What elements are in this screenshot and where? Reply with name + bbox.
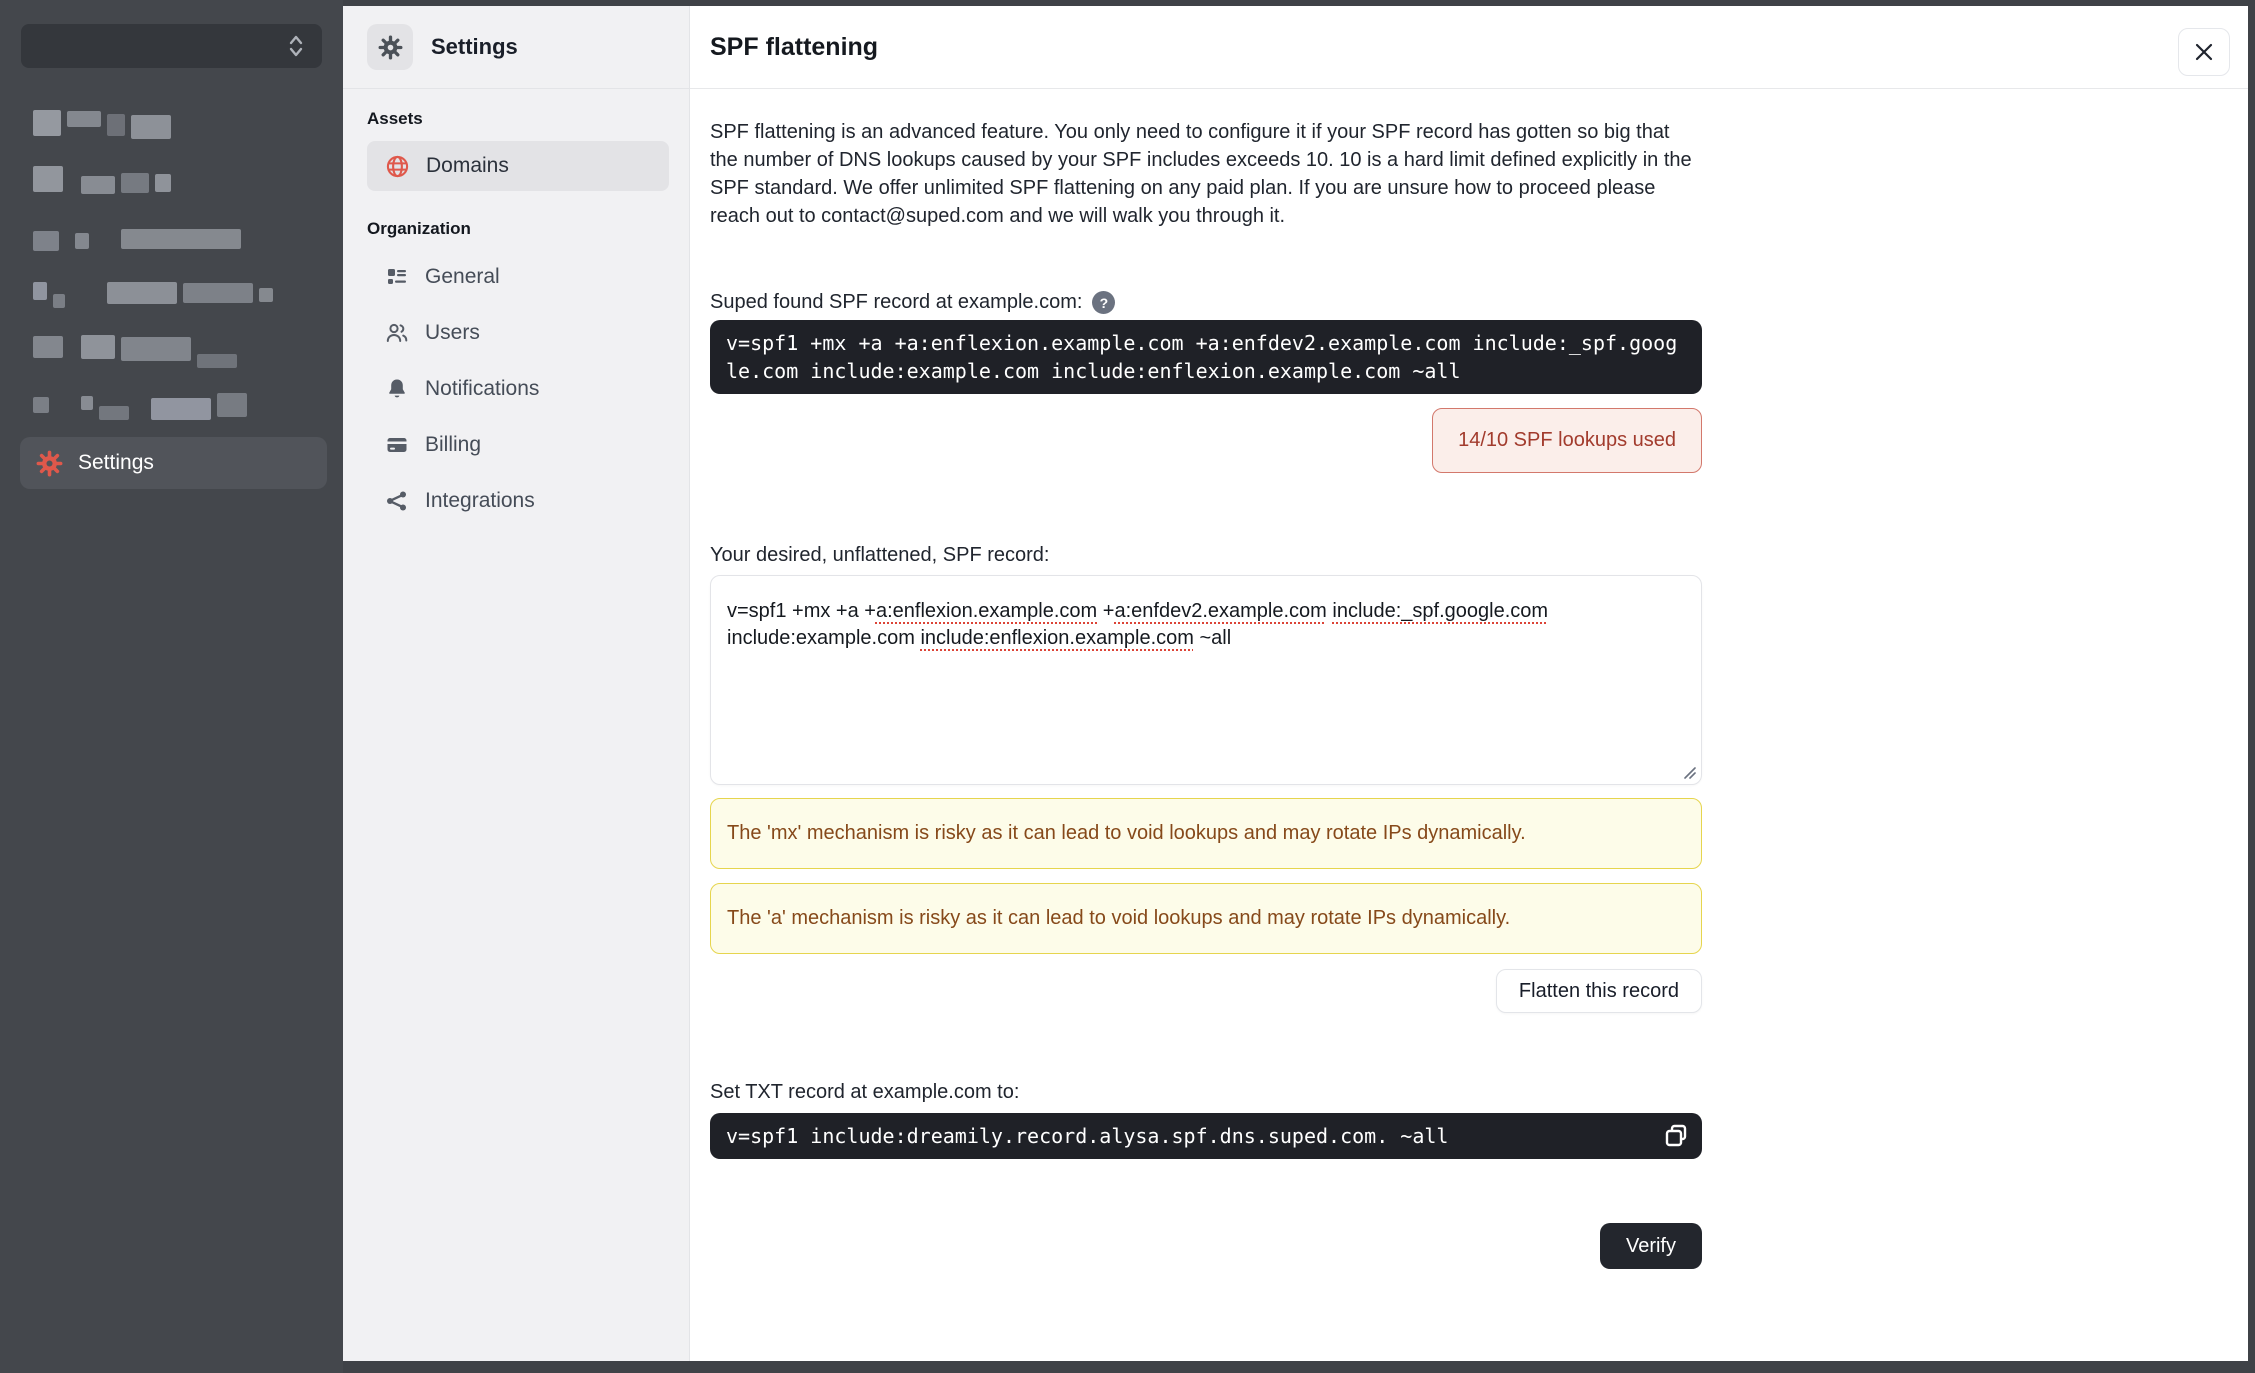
sidebar-item-label: General	[425, 265, 500, 288]
redacted-nav-item[interactable]	[33, 220, 323, 250]
globe-icon	[385, 154, 410, 179]
close-icon	[2193, 41, 2215, 63]
sidebar-item-integrations[interactable]	[367, 477, 669, 525]
sidebar-item-label: Settings	[78, 451, 154, 474]
app-sidebar	[0, 0, 343, 1373]
txt-record-value: v=spf1 include:dreamily.record.alysa.spf.dns.suped.com. ~all	[726, 1124, 1449, 1148]
spf-flattening-panel	[690, 6, 2248, 1361]
redacted-nav-item[interactable]	[33, 332, 323, 362]
flatten-record-button[interactable]: Flatten this record	[1496, 969, 1702, 1013]
settings-sidebar	[343, 6, 690, 1361]
workspace-selector[interactable]	[21, 24, 322, 68]
txt-record-label: Set TXT record at example.com to:	[710, 1081, 1020, 1103]
sidebar-item-notifications[interactable]	[367, 365, 669, 413]
found-spf-record-value: v=spf1 +mx +a +a:enflexion.example.com +a:enfdev2.example.com include:_spf.google.com include:example.com include:enflexion.example.com ~all	[710, 320, 1702, 394]
sidebar-item-domains[interactable]	[367, 141, 669, 191]
resize-grip[interactable]	[1682, 765, 1696, 779]
sidebar-item-label: Integrations	[425, 489, 535, 512]
chevron-up-down-icon	[284, 33, 308, 59]
cards-list-icon	[385, 265, 409, 289]
redacted-nav-item[interactable]	[33, 276, 323, 306]
desired-record-label: Your desired, unflattened, SPF record:	[710, 544, 1050, 566]
copy-button[interactable]	[1662, 1122, 1690, 1150]
sidebar-item-billing[interactable]	[367, 421, 669, 469]
settings-modal	[343, 6, 2248, 1361]
sidebar-item-label: Notifications	[425, 377, 540, 400]
sidebar-item-label: Domains	[426, 154, 509, 177]
txt-record-block	[710, 1113, 1702, 1159]
sidebar-item-label: Users	[425, 321, 480, 344]
gear-icon	[367, 24, 413, 70]
page-title: SPF flattening	[710, 32, 879, 61]
redacted-nav-item[interactable]	[33, 108, 323, 138]
sidebar-item-label: Billing	[425, 433, 482, 456]
section-label-organization: Organization	[367, 219, 471, 238]
spf-lookups-badge: 14/10 SPF lookups used	[1432, 408, 1702, 473]
sidebar-item-settings[interactable]	[20, 437, 327, 489]
users-icon	[385, 321, 409, 345]
sidebar-item-general[interactable]	[367, 253, 669, 301]
gear-icon	[36, 450, 63, 477]
settings-sidebar-header	[343, 6, 689, 89]
close-button[interactable]	[2178, 28, 2230, 76]
warning-a-mechanism: The 'a' mechanism is risky as it can lead to void lookups and may rotate IPs dynamically.	[710, 883, 1702, 954]
verify-button[interactable]: Verify	[1600, 1223, 1702, 1269]
redacted-nav-item[interactable]	[33, 164, 323, 194]
bell-icon	[385, 377, 409, 401]
copy-icon	[1662, 1122, 1690, 1150]
section-label-assets: Assets	[367, 109, 423, 128]
feature-description: SPF flattening is an advanced feature. You only need to configure it if your SPF record has gotten so big that the number of DNS lookups caused by your SPF includes exceeds 10. 10 is a hard limit defined explicitly in the SPF standard. We offer unlimited SPF flattening on any paid plan. If you are unsure how to proceed please reach out to contact@suped.com and we will walk you through it.	[710, 121, 1692, 227]
found-record-label: Suped found SPF record at example.com: ?	[710, 291, 1702, 314]
help-icon[interactable]: ?	[1092, 291, 1115, 314]
panel-header	[690, 6, 2248, 89]
redacted-nav-item[interactable]	[33, 388, 323, 418]
sidebar-item-users[interactable]	[367, 309, 669, 357]
spf-record-textarea[interactable]: v=spf1 +mx +a +a:enflexion.example.com +a:enfdev2.example.com include:_spf.google.com include:example.com include:enflexion.example.com ~all	[710, 575, 1702, 785]
settings-title: Settings	[431, 34, 518, 59]
redacted-nav-list	[33, 108, 323, 444]
credit-card-icon	[385, 433, 409, 457]
share-nodes-icon	[385, 489, 409, 513]
warning-mx-mechanism: The 'mx' mechanism is risky as it can lead to void lookups and may rotate IPs dynamically.	[710, 798, 1702, 869]
